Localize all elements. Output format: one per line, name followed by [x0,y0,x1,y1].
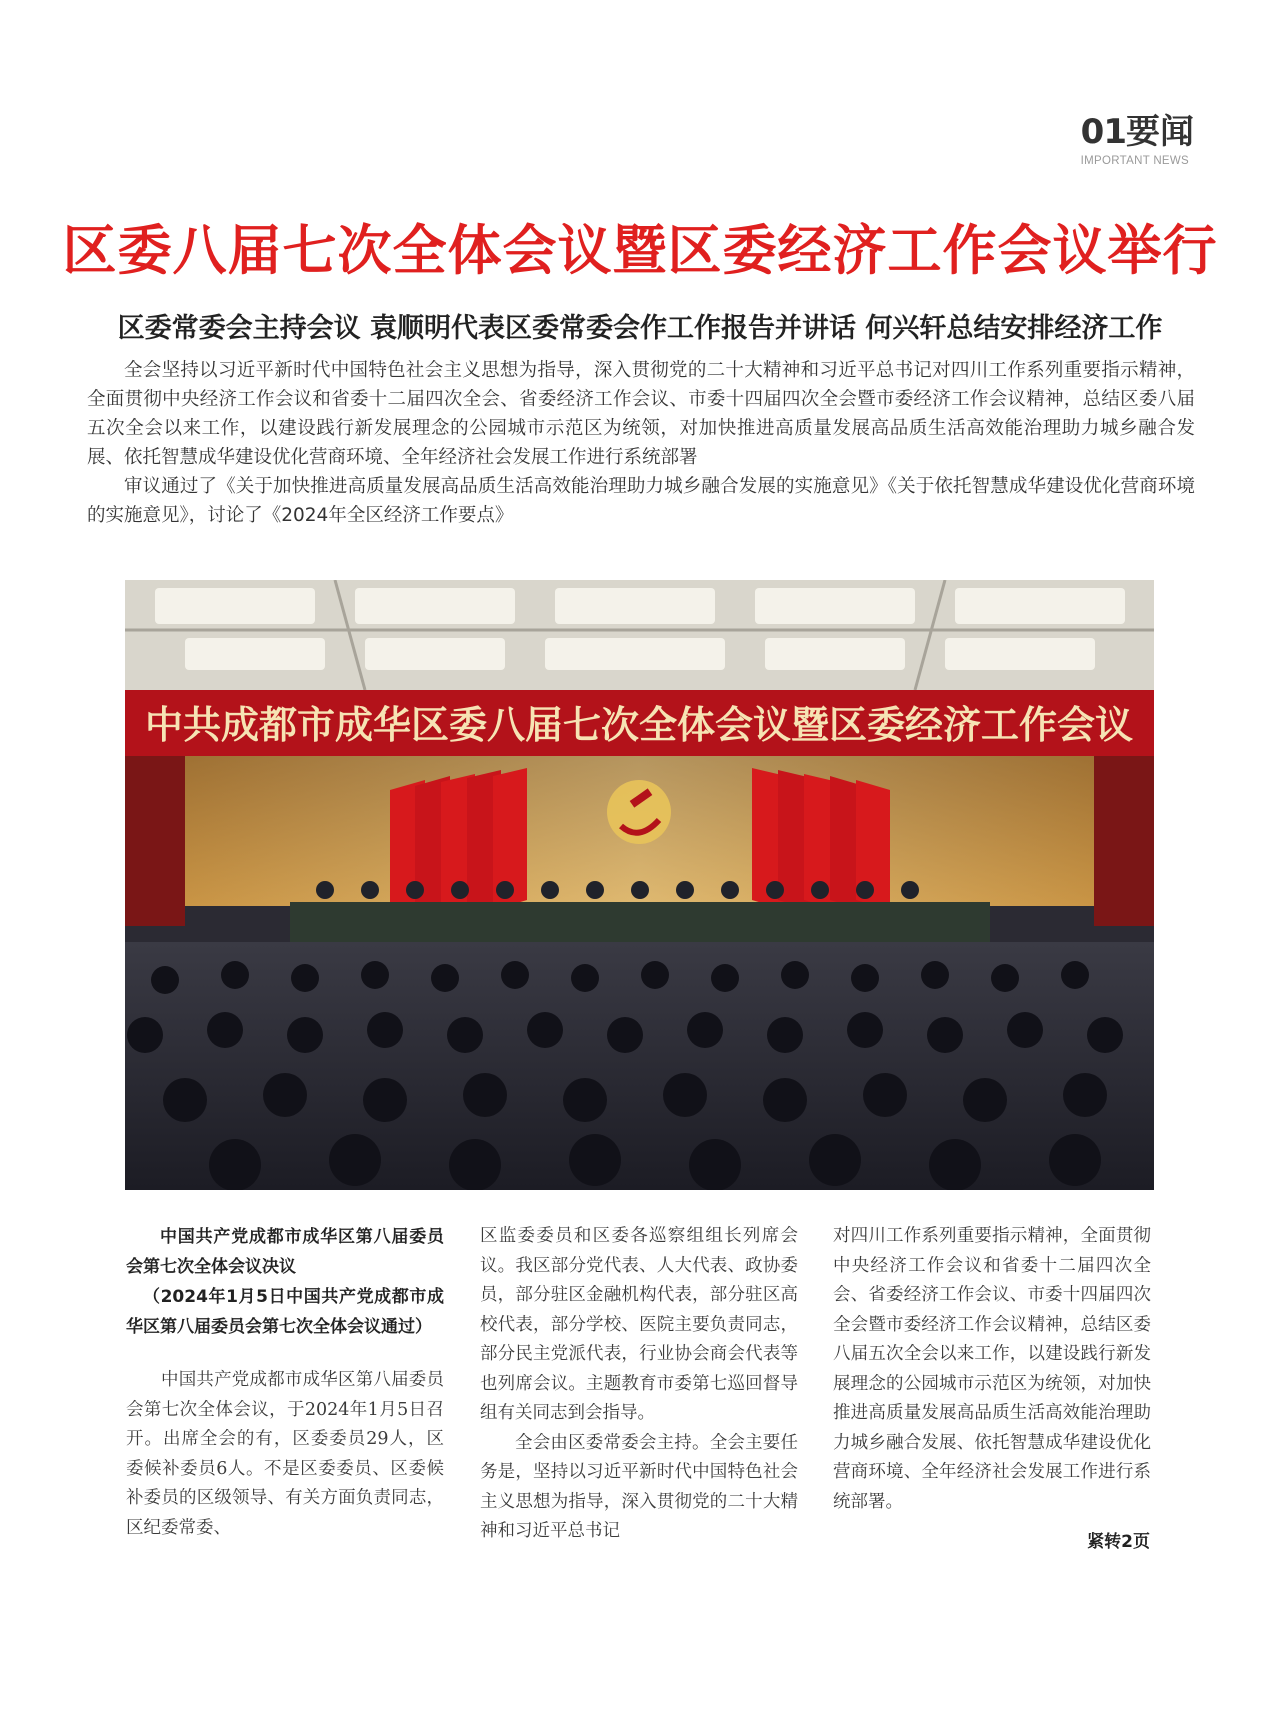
section-english: IMPORTANT NEWS [1080,155,1190,167]
article-paragraph: 全会由区委常委会主持。全会主要任务是，坚持以习近平新时代中国特色社会主义思想为指导，深入贯彻党的二十大精神和习近平总书记 [480,1432,798,1541]
resolution-title: 中国共产党成都市成华区第八届委员会第七次全体会议决议 [126,1227,444,1277]
article-paragraph: 对四川工作系列重要指示精神，全面贯彻中央经济工作会议和省委十二届四次全会、省委经济工作会议、市委十四届四次全会暨市委经济工作会议精神，总结区委八届五次全会以来工作，以建设践行新发展理念的公园城市示范区为统领，对加快推进高质量发展高品质生活高效能治理助力城乡融合发展、依托智慧成华建设优化营商环境、全年经济社会发展工作进行系统部署。 [833,1226,1151,1512]
meeting-photo [125,580,1154,1190]
article-paragraph: 区监委委员和区委各巡察组组长列席会议。我区部分党代表、人大代表、政协委员，部分驻区金融机构代表，部分驻区高校代表，部分学校、医院主要负责同志，部分民主党派代表，行业协会商会代表等也列席会议。主题教育市委第七巡回督导组有关同志到会指导。 [480,1226,798,1423]
continued-page-link[interactable]: 紧转2页 [1087,1532,1150,1552]
article-column-1 [126,1222,444,1543]
article-column-3 [833,1222,1151,1517]
section-number: 01 [1080,112,1126,152]
summary [87,356,1195,530]
subheadline: 区委常委会主持会议 袁顺明代表区委常委会作工作报告并讲话 何兴轩总结安排经济工作 [117,313,1163,344]
section-name: 要闻 [1126,112,1194,152]
summary-paragraph: 全会坚持以习近平新时代中国特色社会主义思想为指导，深入贯彻党的二十大精神和习近平总书记对四川工作系列重要指示精神，全面贯彻中央经济工作会议和省委十二届四次全会、省委经济工作会议、市委十四届四次全会暨市委经济工作会议精神，总结区委八届五次全会以来工作，以建设践行新发展理念的公园城市示范区为统领，对加快推进高质量发展高品质生活高效能治理助力城乡融合发展、依托智慧成华建设优化营商环境、全年经济社会发展工作进行系统部署 [87,360,1195,468]
article-paragraph: 中国共产党成都市成华区第八届委员会第七次全体会议，于2024年1月5日召开。出席全会的有，区委委员29人，区委候补委员6人。不是区委委员、区委候补委员的区级领导、有关方面负责同志，区纪委常委、 [126,1370,444,1538]
article-column-2 [480,1222,798,1547]
summary-paragraph: 审议通过了《关于加快推进高质量发展高品质生活高效能治理助力城乡融合发展的实施意见》《关于依托智慧成华建设优化营商环境的实施意见》，讨论了《2024年全区经济工作要点》 [87,476,1195,526]
headline: 区委八届七次全体会议暨区委经济工作会议举行 [62,219,1218,282]
photo-banner: 中共成都市成华区委八届七次全体会议暨区委经济工作会议 [144,702,1134,747]
resolution-note: （2024年1月5日中国共产党成都市成华区第八届委员会第七次全体会议通过） [126,1287,444,1337]
section-tag [1081,104,1194,167]
